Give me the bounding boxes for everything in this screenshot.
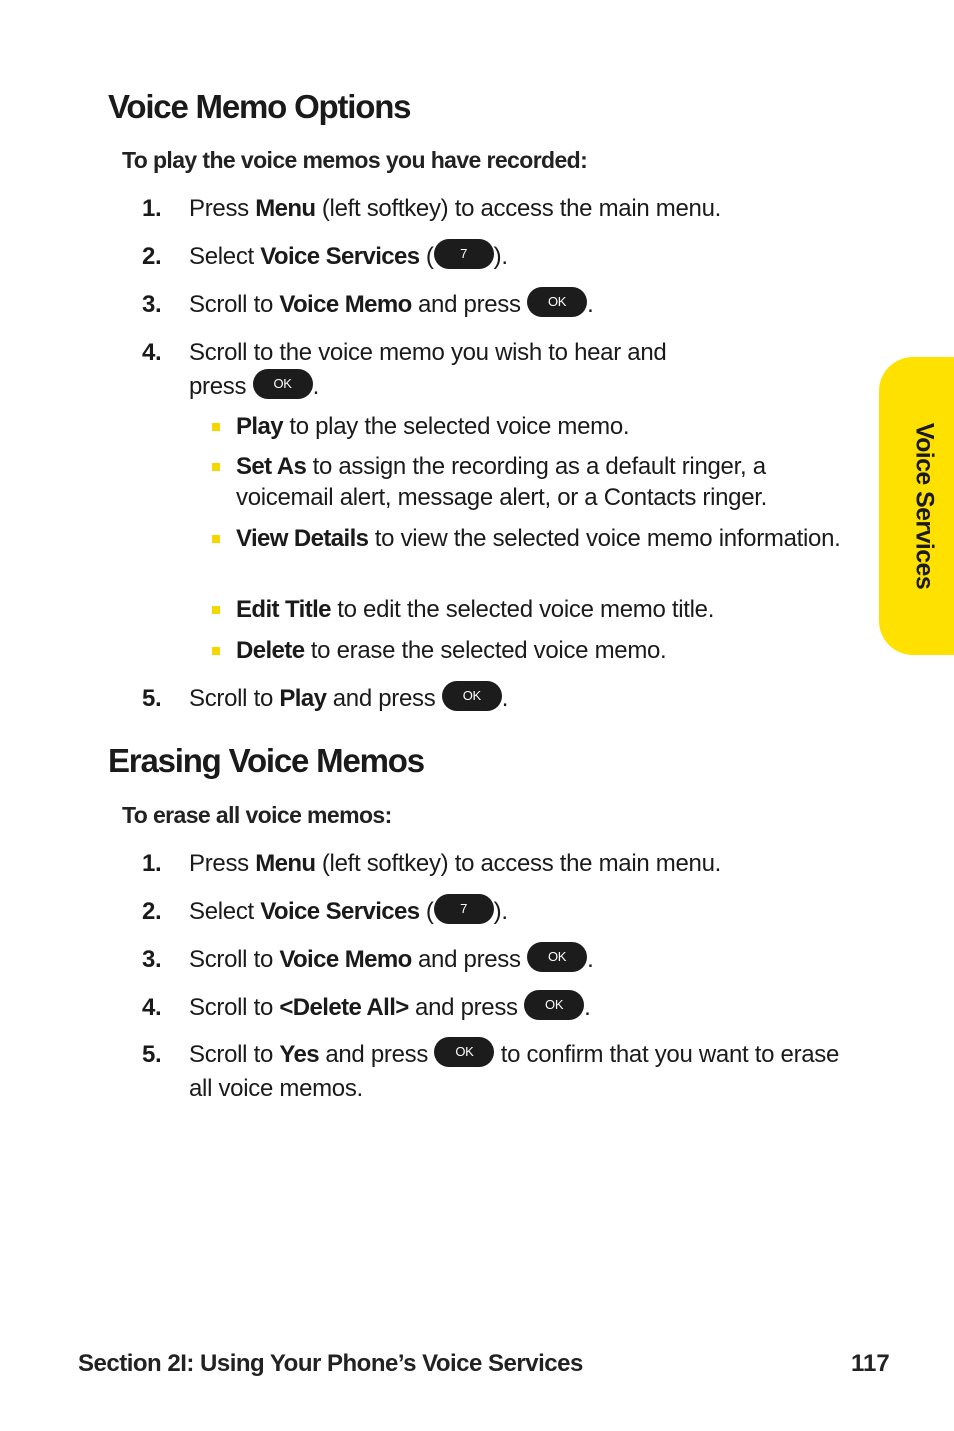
section-intro: To erase all voice memos: — [122, 802, 392, 828]
section-intro: To play the voice memos you have recorded: — [122, 147, 588, 173]
bullet-square-icon — [212, 463, 220, 471]
ok-key-icon: OK — [527, 287, 587, 317]
bullet-square-icon — [212, 535, 220, 543]
step-number: 1. — [142, 195, 162, 222]
step-number: 4. — [142, 339, 162, 366]
ok-key-icon: OK — [253, 369, 313, 399]
key-7-icon: 7 — [434, 894, 494, 924]
ok-key-icon: OK — [434, 1037, 494, 1067]
menu-name: Voice Memo — [279, 291, 412, 318]
menu-name: Yes — [279, 1041, 319, 1068]
step-number: 2. — [142, 898, 162, 925]
key-7-icon: 7 — [434, 239, 494, 269]
bullet-square-icon — [212, 647, 220, 655]
ok-key-icon: OK — [527, 942, 587, 972]
menu-name: Voice Memo — [279, 946, 412, 973]
side-tab-voice-services — [879, 357, 954, 655]
ok-key-icon: OK — [442, 681, 502, 711]
bullet-square-icon — [212, 606, 220, 614]
section-title-erasing-voice-memos: Erasing Voice Memos — [108, 742, 424, 779]
page-number: 117 — [851, 1350, 890, 1377]
menu-name: Play — [279, 685, 327, 712]
menu-name: Menu — [255, 195, 316, 222]
ok-key-icon: OK — [524, 990, 584, 1020]
menu-name: <Delete All> — [279, 994, 409, 1021]
step-number: 2. — [142, 243, 162, 270]
section-title-voice-memo-options: Voice Memo Options — [108, 88, 411, 125]
step-number: 3. — [142, 946, 162, 973]
step-number: 5. — [142, 685, 162, 712]
menu-name: Voice Services — [260, 243, 420, 270]
step-number: 5. — [142, 1041, 162, 1068]
side-tab-label: Voice Services — [910, 422, 939, 590]
menu-name: Voice Services — [260, 898, 420, 925]
footer-section-title: Section 2I: Using Your Phone’s Voice Services — [78, 1350, 583, 1377]
bullet-square-icon — [212, 423, 220, 431]
step-number: 3. — [142, 291, 162, 318]
step-number: 1. — [142, 850, 162, 877]
step-number: 4. — [142, 994, 162, 1021]
menu-name: Menu — [255, 850, 316, 877]
